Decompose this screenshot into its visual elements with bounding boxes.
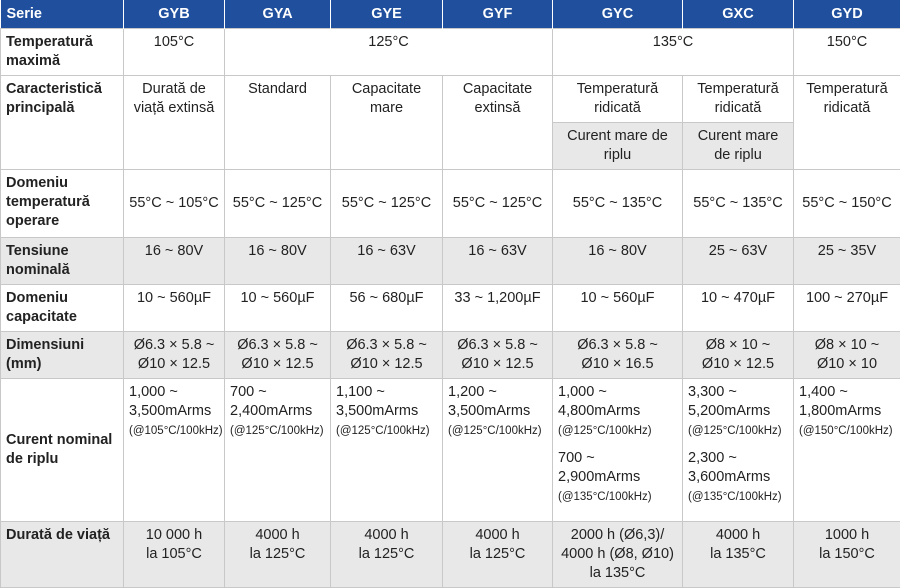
cell-voltage: 25 ~ 63V — [683, 238, 794, 285]
row-label: Domeniu temperatură operare — [1, 170, 124, 238]
dim-min: Ø6.3 × 5.8 ~ — [134, 337, 215, 353]
cell-voltage: 16 ~ 63V — [331, 238, 443, 285]
lifetime-hours: 4000 h — [364, 527, 408, 543]
lifetime-hours-large: 4000 h (Ø8, Ø10) — [561, 546, 674, 562]
cell-op-temp: 55°C ~ 150°C — [794, 170, 900, 238]
cell-ripple — [331, 379, 443, 522]
cell-main-char-gyd: Temperatură ridicată — [794, 76, 900, 170]
cell-max-temp-gyc-gxc: 135°C — [553, 29, 794, 76]
cell-capacitance: 10 ~ 560µF — [124, 285, 225, 332]
cell-capacitance: 33 ~ 1,200µF — [443, 285, 553, 332]
ripple-max: 2,400mArms — [230, 403, 312, 419]
row-op-temp — [1, 170, 900, 238]
row-label: Dimensiuni (mm) — [1, 332, 124, 379]
ripple-condition: (@125°C/100kHz) — [448, 425, 542, 437]
header-series-gya: GYA — [225, 0, 331, 29]
lifetime-hours: 10 000 h — [146, 527, 202, 543]
dim-min: Ø6.3 × 5.8 ~ — [577, 337, 658, 353]
cell-op-temp: 55°C ~ 105°C — [124, 170, 225, 238]
ripple-min: 1,000 ~ — [558, 384, 607, 400]
row-label: Caracteristică principală — [1, 76, 124, 170]
header-series-gyd: GYD — [794, 0, 900, 29]
dim-max: Ø10 × 12.5 — [138, 356, 210, 372]
header-series-gxc: GXC — [683, 0, 794, 29]
lifetime-temp: la 135°C — [710, 546, 766, 562]
cell-main-char-gye: Capacitate mare — [331, 76, 443, 170]
ripple-max: 3,500mArms — [448, 403, 530, 419]
ripple-min: 3,300 ~ — [688, 384, 737, 400]
cell-dimensions — [225, 332, 331, 379]
lifetime-hours: 2000 h (Ø6,3)/ — [571, 527, 665, 543]
lifetime-temp: la 135°C — [590, 565, 646, 581]
cell-op-temp: 55°C ~ 125°C — [331, 170, 443, 238]
cell-ripple — [124, 379, 225, 522]
header-series-gyc: GYC — [553, 0, 683, 29]
ripple-min: 1,200 ~ — [448, 384, 497, 400]
cell-main-char-gya: Standard — [225, 76, 331, 170]
dim-min: Ø6.3 × 5.8 ~ — [457, 337, 538, 353]
ripple-min: 1,000 ~ — [129, 384, 178, 400]
cell-ripple — [553, 379, 683, 522]
dim-min: Ø8 × 10 ~ — [815, 337, 880, 353]
dim-max: Ø10 × 12.5 — [461, 356, 533, 372]
lifetime-hours: 4000 h — [716, 527, 760, 543]
cell-max-temp-gyb: 105°C — [124, 29, 225, 76]
row-label: Tensiune nominală — [1, 238, 124, 285]
cell-voltage: 16 ~ 80V — [124, 238, 225, 285]
ripple-condition: (@135°C/100kHz) — [558, 491, 652, 503]
ripple-condition: (@125°C/100kHz) — [688, 425, 782, 437]
cell-max-temp-gyd: 150°C — [794, 29, 900, 76]
dim-min: Ø6.3 × 5.8 ~ — [237, 337, 318, 353]
cell-voltage: 16 ~ 63V — [443, 238, 553, 285]
dim-max: Ø10 × 12.5 — [241, 356, 313, 372]
dim-max: Ø10 × 10 — [817, 356, 877, 372]
ripple-condition: (@125°C/100kHz) — [230, 425, 324, 437]
row-label: Domeniu capacitate — [1, 285, 124, 332]
ripple-min: 1,400 ~ — [799, 384, 848, 400]
cell-dimensions — [553, 332, 683, 379]
cell-main-char-gyb: Durată de viață extinsă — [124, 76, 225, 170]
cell-capacitance: 100 ~ 270µF — [794, 285, 900, 332]
dim-max: Ø10 × 12.5 — [350, 356, 422, 372]
cell-ripple — [794, 379, 900, 522]
cell-capacitance: 10 ~ 470µF — [683, 285, 794, 332]
cell-main-char-gyf: Capacitate extinsă — [443, 76, 553, 170]
lifetime-hours: 4000 h — [255, 527, 299, 543]
row-main-char — [1, 76, 900, 123]
lifetime-hours: 1000 h — [825, 527, 869, 543]
cell-main-char-gxc: Temperatură ridicată — [683, 76, 794, 123]
cell-dimensions — [124, 332, 225, 379]
cell-voltage: 16 ~ 80V — [553, 238, 683, 285]
ripple-min: 2,300 ~ — [688, 450, 737, 466]
ripple-condition: (@135°C/100kHz) — [688, 491, 782, 503]
lifetime-temp: la 125°C — [359, 546, 415, 562]
dim-min: Ø6.3 × 5.8 ~ — [346, 337, 427, 353]
cell-capacitance: 56 ~ 680µF — [331, 285, 443, 332]
cell-op-temp: 55°C ~ 135°C — [553, 170, 683, 238]
ripple-max: 4,800mArms — [558, 403, 640, 419]
ripple-condition: (@150°C/100kHz) — [799, 425, 893, 437]
ripple-max: 3,600mArms — [688, 469, 770, 485]
cell-dimensions — [683, 332, 794, 379]
lifetime-temp: la 125°C — [470, 546, 526, 562]
row-label: Curent nominal de riplu — [1, 379, 124, 522]
ripple-min: 1,100 ~ — [336, 384, 385, 400]
cell-dimensions — [331, 332, 443, 379]
cell-ripple — [683, 379, 794, 522]
ripple-min: 700 ~ — [558, 450, 595, 466]
cell-op-temp: 55°C ~ 125°C — [443, 170, 553, 238]
ripple-condition: (@105°C/100kHz) — [129, 425, 223, 437]
row-dimensions — [1, 332, 900, 379]
ripple-max: 1,800mArms — [799, 403, 881, 419]
ripple-max: 3,500mArms — [336, 403, 418, 419]
cell-main-char-gyc: Temperatură ridicată — [553, 76, 683, 123]
cell-capacitance: 10 ~ 560µF — [225, 285, 331, 332]
ripple-max: 3,500mArms — [129, 403, 211, 419]
ripple-min: 700 ~ — [230, 384, 267, 400]
row-label: Temperatură maximă — [1, 29, 124, 76]
dim-max: Ø10 × 16.5 — [581, 356, 653, 372]
dim-max: Ø10 × 12.5 — [702, 356, 774, 372]
cell-dimensions — [794, 332, 900, 379]
cell-op-temp: 55°C ~ 125°C — [225, 170, 331, 238]
cell-op-temp: 55°C ~ 135°C — [683, 170, 794, 238]
header-series-gyf: GYF — [443, 0, 553, 29]
row-label: Durată de viață — [1, 522, 124, 588]
ripple-max: 2,900mArms — [558, 469, 640, 485]
cell-main-char-gyc-sub: Curent mare de riplu — [553, 123, 683, 170]
cell-main-char-gxc-sub: Curent mare de riplu — [683, 123, 794, 170]
cell-voltage: 16 ~ 80V — [225, 238, 331, 285]
ripple-condition: (@125°C/100kHz) — [558, 425, 652, 437]
lifetime-temp: la 150°C — [819, 546, 875, 562]
header-serie: Serie — [1, 0, 124, 29]
header-series-gyb: GYB — [124, 0, 225, 29]
dim-min: Ø8 × 10 ~ — [706, 337, 771, 353]
cell-ripple — [225, 379, 331, 522]
cell-max-temp-gya-gyf: 125°C — [225, 29, 553, 76]
lifetime-temp: la 125°C — [250, 546, 306, 562]
row-capacitance — [1, 285, 900, 332]
row-max-temp — [1, 29, 900, 76]
header-series-gye: GYE — [331, 0, 443, 29]
cell-ripple — [443, 379, 553, 522]
lifetime-hours: 4000 h — [475, 527, 519, 543]
header-row — [1, 0, 900, 29]
row-voltage — [1, 238, 900, 285]
cell-dimensions — [443, 332, 553, 379]
cell-voltage: 25 ~ 35V — [794, 238, 900, 285]
row-ripple — [1, 379, 900, 522]
ripple-max: 5,200mArms — [688, 403, 770, 419]
cell-capacitance: 10 ~ 560µF — [553, 285, 683, 332]
lifetime-temp: la 105°C — [146, 546, 202, 562]
ripple-condition: (@125°C/100kHz) — [336, 425, 430, 437]
